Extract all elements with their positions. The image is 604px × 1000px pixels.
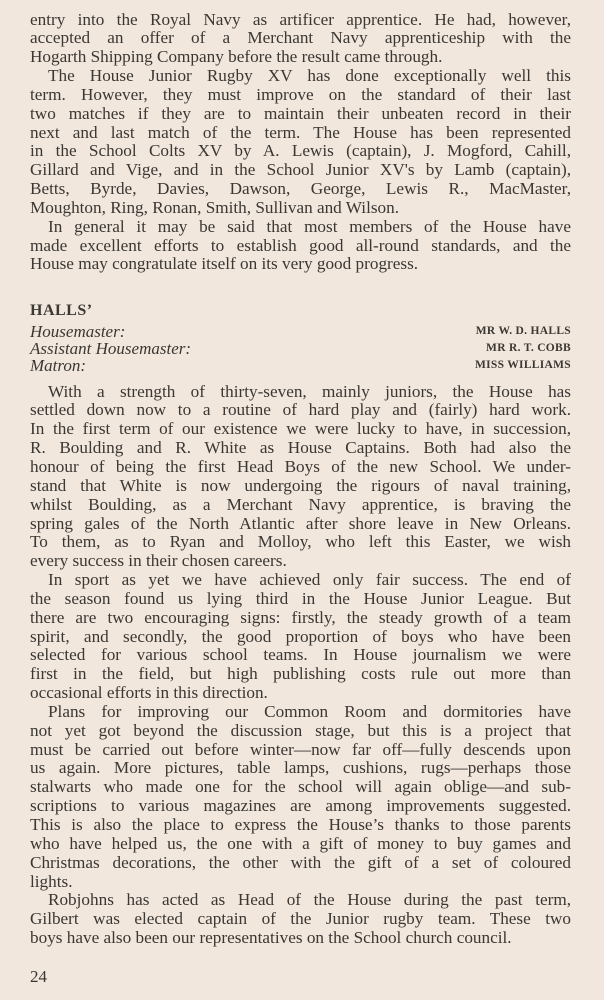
text-line: us again. More pictures, table lamps, cushions, rugs—perhaps those: [30, 758, 571, 778]
text-line: In general it may be said that most members of the House have: [48, 216, 571, 236]
text-line: stand that White is now undergoing the rigours of naval training,: [30, 475, 571, 495]
text-line: whilst Boulding, as a Merchant Navy apprentice, is braving the: [30, 494, 571, 514]
staff-row-matron: [30, 357, 571, 374]
text-line: first in the field, but high publishing costs rule out more than: [30, 664, 571, 684]
text-line: In sport as yet we have achieved only fair success. The end of: [48, 570, 571, 590]
staff-role: Matron:: [30, 356, 87, 375]
text-line: Christmas decorations, the other with the gift of a set of coloured: [30, 852, 571, 872]
text-line: spring gales of the North Atlantic after shore leave in New Orleans.: [30, 513, 571, 533]
staff-row-housemaster: [30, 323, 571, 340]
text-line: With a strength of thirty-seven, mainly juniors, the House has: [48, 381, 571, 401]
section-heading: HALLS’: [30, 302, 93, 319]
staff-name: MISS WILLIAMS: [474, 359, 571, 371]
text-line: next and last match of the term. The House has been represented: [30, 122, 571, 142]
text-line: Betts, Byrde, Davies, Dawson, George, Lewis R., MacMaster,: [30, 179, 571, 199]
text-line: in the School Colts XV by A. Lewis (captain), J. Mogford, Cahill,: [30, 141, 571, 161]
text-line: In the first term of our existence we were lucky to have, in succession,: [30, 419, 571, 439]
text-line: Hogarth Shipping Company before the result came through.: [30, 47, 443, 67]
text-line: there are two encouraging signs: firstly, the steady growth of a team: [30, 607, 571, 627]
text-line: Plans for improving our Common Room and dormitories have: [48, 701, 571, 721]
staff-role: Assistant Housemaster:: [30, 339, 192, 358]
section-body: [30, 383, 571, 948]
text-line: not yet got beyond the discussion stage, but this is a project that: [30, 720, 571, 740]
text-line: settled down now to a routine of hard play and (fairly) hard work.: [30, 400, 571, 420]
text-line: Gilbert was elected captain of the Junior rugby team. These two: [30, 909, 571, 929]
text-line: honour of being the first Head Boys of the new School. We under-: [30, 456, 571, 476]
staff-name: MR R. T. COBB: [486, 342, 571, 354]
text-line: R. Boulding and R. White as House Captains. Both had also the: [30, 438, 571, 458]
text-line: accepted an offer of a Merchant Navy apprenticeship with the: [30, 28, 571, 48]
text-line: The House Junior Rugby XV has done exceptionally well this: [48, 66, 571, 86]
text-line: Robjohns has acted as Head of the House during the past term,: [48, 890, 571, 910]
text-line: the season found us lying third in the House Junior League. But: [30, 588, 571, 608]
intro-text: [30, 11, 571, 275]
text-line: selected for various school teams. In House journalism we were: [30, 645, 571, 665]
staff-role: Housemaster:: [30, 322, 126, 341]
text-line: every success in their chosen careers.: [30, 551, 287, 571]
page-number: 24: [30, 967, 47, 986]
text-line: entry into the Royal Navy as artificer apprentice. He had, however,: [30, 9, 571, 29]
text-line: stalwarts who made one for the school will again oblige—and sub-: [30, 777, 571, 797]
text-line: spirit, and secondly, the good proportion of boys who have been: [30, 626, 571, 646]
text-line: This is also the place to express the House’s thanks to those parents: [30, 815, 571, 834]
text-line: must be carried out before winter—now far off—fully descends upon: [30, 739, 571, 759]
text-line: made excellent efforts to establish good all-round standards, and the: [30, 235, 571, 255]
staff-name: MR W. D. HALLS: [475, 325, 571, 337]
text-line: scriptions to various magazines are among improvements suggested.: [30, 796, 571, 816]
text-line: To them, as to Ryan and Molloy, who left this Easter, we wish: [30, 532, 571, 552]
text-line: House may congratulate itself on its very good progress.: [30, 254, 419, 274]
text-line: Gillard and Vige, and in the School Junior XV's by Lamb (captain),: [30, 160, 571, 180]
text-line: boys have also been our representatives on the School church council.: [30, 928, 512, 948]
text-line: who have helped us, the one with a gift of money to buy games and: [30, 833, 571, 853]
text-line: occasional efforts in this direction.: [30, 683, 268, 703]
text-line: Moughton, Ring, Ronan, Smith, Sullivan and Wilson.: [30, 197, 400, 217]
text-line: term. However, they must improve on the standard of their last: [30, 84, 571, 104]
text-line: two matches if they are to maintain their unbeaten record in their: [30, 103, 571, 123]
text-line: lights.: [30, 871, 73, 891]
staff-row-assistant-housemaster: [30, 340, 571, 357]
